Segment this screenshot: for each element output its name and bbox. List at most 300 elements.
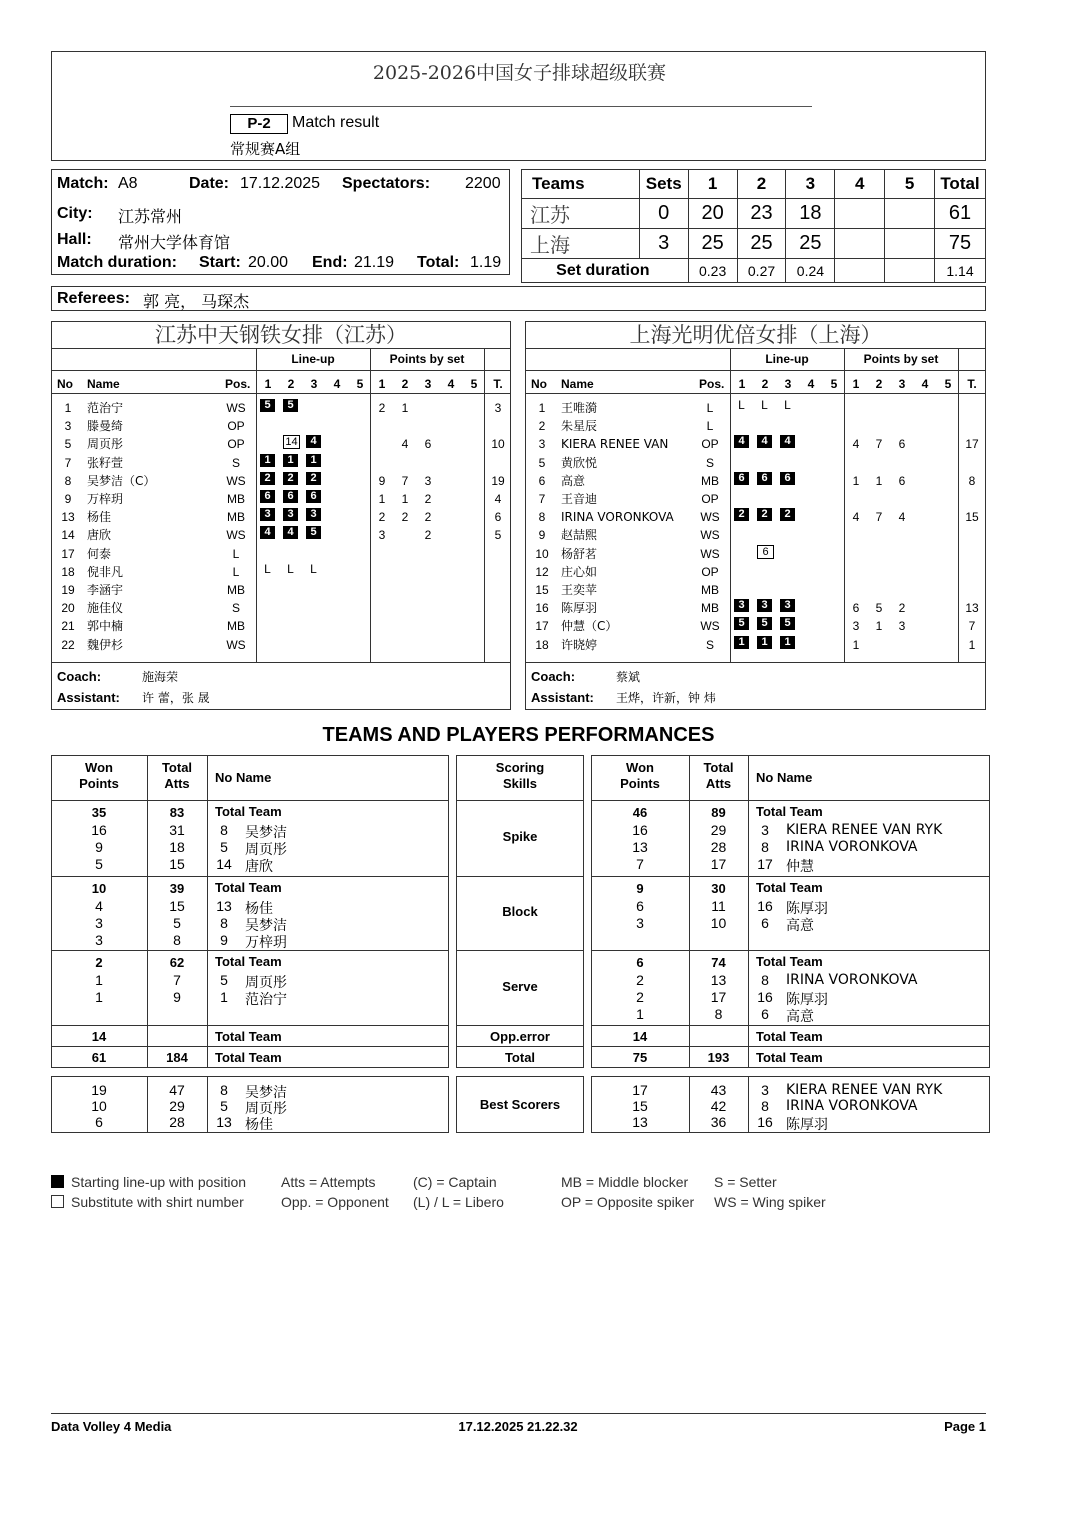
coach-label: Coach: (531, 669, 576, 684)
player-no: 18 (535, 637, 549, 652)
set-points: 3 (378, 528, 386, 543)
assistant-label: Assistant: (531, 690, 594, 705)
lineup-set-col: 3 (784, 377, 792, 391)
player-pos: WS (226, 473, 246, 488)
lineup-set-col: 1 (738, 377, 746, 391)
set-points: 9 (378, 473, 386, 488)
player-won: 6 (636, 898, 644, 914)
player-pos: OP (227, 419, 245, 434)
player-name: 杨佳 (245, 901, 273, 917)
set-points: 6 (898, 473, 906, 488)
col-total: T. (493, 377, 503, 391)
player-no: 16 (757, 989, 773, 1005)
player-no: 1 (220, 989, 228, 1005)
player-pos: OP (701, 492, 719, 506)
set-points: 3 (898, 619, 906, 634)
hall-label: Hall: (57, 231, 92, 248)
player-no: 8 (220, 822, 228, 838)
set-points: 1 (378, 492, 386, 506)
header-total-atts: Total Atts (161, 760, 193, 791)
player-name: IRINA VORONKOVA (786, 839, 918, 855)
lineup-position-badge: L (287, 561, 294, 576)
player-name: 杨舒茗 (561, 546, 598, 561)
score-sets: 3 (639, 229, 688, 259)
total-away-won: 75 (632, 1050, 648, 1065)
lineup-position-badge: 6 (306, 490, 321, 503)
player-row (52, 563, 510, 581)
player-no: 7 (538, 492, 546, 506)
player-row (52, 508, 510, 526)
player-name: 王音迪 (561, 492, 598, 506)
city-label: City: (57, 205, 93, 222)
player-row (526, 454, 985, 472)
total-away-atts: 193 (707, 1050, 730, 1065)
best-atts: 29 (169, 1098, 185, 1114)
set-points: 6 (898, 437, 906, 452)
player-won: 3 (95, 915, 103, 931)
player-name: KIERA RENEE VAN RYK (786, 822, 943, 838)
spectators-label: Spectators: (342, 175, 431, 192)
player-no: 8 (220, 915, 228, 931)
player-name: 范治宁 (87, 401, 124, 415)
points-by-set-header: Points by set (863, 352, 939, 366)
lineup-position-badge: 2 (757, 508, 772, 521)
player-pos: MB (227, 619, 245, 634)
set-points: 2 (424, 528, 432, 543)
set-points: 7 (875, 437, 883, 452)
player-pos: MB (227, 510, 245, 525)
player-no: 6 (761, 915, 769, 931)
player-name: 滕曼绮 (87, 419, 124, 434)
player-row (526, 581, 985, 599)
team-total-atts: 89 (711, 805, 726, 820)
score-header-set1: 1 (688, 170, 737, 199)
player-row (52, 399, 510, 417)
player-pos: S (231, 455, 240, 470)
set-points: 4 (852, 510, 860, 525)
player-name: 万梓玥 (87, 492, 124, 506)
best-name: 吴梦洁 (245, 1085, 287, 1101)
player-name: KIERA RENEE VAN (561, 437, 669, 452)
player-won: 2 (636, 972, 644, 988)
player-no: 13 (61, 510, 75, 525)
player-atts: 5 (173, 915, 181, 931)
player-name: 仲慧（C） (561, 619, 618, 634)
header-no-name: No Name (756, 770, 813, 785)
team-won-points: 2 (95, 955, 103, 970)
player-name: 唐欣 (245, 859, 273, 875)
player-atts: 8 (173, 932, 181, 948)
points-set-col: 5 (470, 377, 478, 391)
player-atts: 7 (173, 972, 181, 988)
total-duration-label: Total: (417, 254, 460, 271)
player-pos: WS (226, 528, 246, 543)
match-info-box (51, 169, 510, 275)
legend-mb: MB = Middle blocker (561, 1174, 689, 1190)
player-no: 15 (535, 583, 549, 597)
total-team-label: Total Team (215, 1029, 282, 1044)
player-row (52, 599, 510, 617)
player-no: 9 (64, 492, 72, 506)
player-won: 7 (636, 856, 644, 872)
player-won: 16 (632, 822, 648, 838)
set-points: 7 (401, 473, 409, 488)
player-pos: WS (226, 637, 246, 652)
set-points: 1 (852, 473, 860, 488)
player-no: 16 (535, 601, 549, 616)
skill-label-block: Block (502, 904, 538, 919)
player-row (52, 617, 510, 635)
legend-captain: (C) = Captain (413, 1174, 497, 1190)
lineup-position-badge: 14 (283, 435, 300, 449)
end-label: End: (312, 254, 348, 271)
assistant-names: 许 蕾，张 晟 (142, 691, 210, 705)
points-set-col: 2 (401, 377, 409, 391)
player-row (526, 399, 985, 417)
lineup-set-col: 2 (761, 377, 769, 391)
player-name: 张籽萱 (87, 455, 124, 470)
player-pos: WS (700, 510, 720, 525)
coach-name: 蔡斌 (616, 670, 641, 684)
best-atts: 42 (710, 1098, 727, 1114)
best-name: 杨佳 (245, 1117, 273, 1133)
player-no: 2 (538, 419, 546, 434)
filled-square-icon (51, 1175, 64, 1188)
lineup-position-badge: 6 (780, 472, 795, 485)
team-total-atts: 39 (169, 881, 185, 896)
best-won: 10 (91, 1098, 107, 1114)
player-no: 17 (535, 619, 549, 634)
player-no: 17 (757, 856, 773, 872)
best-scorers-label: Best Scorers (479, 1097, 561, 1112)
total-home-won: 61 (91, 1050, 107, 1065)
total-team-label: Total Team (215, 880, 282, 895)
player-name: IRINA VORONKOVA (786, 972, 918, 988)
lineup-set-col: 5 (830, 377, 838, 391)
lineup-position-badge: L (761, 398, 768, 412)
best-atts: 28 (169, 1114, 185, 1130)
player-atts: 17 (710, 856, 727, 872)
opp-error-away: 14 (632, 1029, 648, 1044)
footer-divider (51, 1413, 986, 1414)
player-total: 4 (494, 492, 502, 506)
lineup-position-badge: 2 (780, 508, 795, 521)
player-row (52, 454, 510, 472)
player-won: 13 (632, 839, 648, 855)
score-header-teams: Teams (522, 170, 640, 199)
lineup-position-badge: 6 (283, 490, 298, 503)
score-set2: 25 (737, 229, 786, 259)
opp-error-label: Opp.error (490, 1029, 550, 1044)
score-set1: 25 (688, 229, 737, 259)
best-no: 13 (216, 1114, 232, 1130)
best-won: 6 (95, 1114, 103, 1130)
score-set4 (835, 229, 885, 259)
col-no: No (57, 377, 73, 391)
total-home-atts: 184 (166, 1050, 188, 1065)
player-no: 8 (761, 839, 769, 855)
total-duration-value: 1.19 (470, 254, 502, 271)
points-set-col: 1 (852, 377, 860, 391)
score-header-total: Total (934, 170, 985, 199)
performance-title: TEAMS AND PLAYERS PERFORMANCES (322, 724, 715, 746)
score-table (521, 169, 986, 283)
player-total: 17 (965, 437, 979, 452)
date-label: Date: (189, 175, 230, 192)
player-no: 10 (535, 546, 549, 561)
coach-label: Coach: (57, 669, 102, 684)
player-total: 5 (494, 528, 502, 543)
lineup-position-badge: 3 (283, 508, 298, 521)
player-name: 周页彤 (245, 975, 287, 991)
player-row (526, 472, 985, 490)
player-name: 郭中楠 (87, 619, 124, 634)
lineup-position-badge: 1 (734, 636, 749, 649)
total-team-label: Total Team (756, 954, 823, 969)
points-set-col: 1 (378, 377, 386, 391)
assistant-label: Assistant: (57, 690, 120, 705)
lineup-position-badge: 5 (734, 617, 749, 630)
player-no: 3 (761, 822, 769, 838)
col-total: T. (967, 377, 977, 391)
lineup-position-badge: 1 (306, 454, 321, 467)
player-atts: 17 (710, 989, 727, 1005)
legend-op: OP = Opposite spiker (561, 1194, 695, 1210)
player-pos: S (231, 601, 240, 616)
player-won: 3 (636, 915, 644, 931)
player-atts: 18 (169, 839, 185, 855)
col-name: Name (87, 377, 120, 391)
set-duration-1: 0.23 (688, 259, 737, 283)
set-points: 7 (875, 510, 883, 525)
total-team-label: Total Team (215, 954, 282, 969)
player-pos: OP (701, 564, 719, 579)
player-name: 杨佳 (87, 510, 112, 525)
lineup-set-col: 4 (807, 377, 815, 391)
player-won: 9 (95, 839, 103, 855)
assistant-names: 王烨，许新，钟 炜 (616, 691, 716, 705)
player-no: 6 (761, 1006, 769, 1022)
lineup-position-badge: 3 (734, 599, 749, 612)
player-no: 14 (216, 856, 232, 872)
total-team-label: Total Team (756, 804, 823, 819)
player-pos: WS (700, 528, 720, 543)
player-name: 吴梦洁 (245, 825, 287, 841)
set-points: 2 (424, 510, 432, 525)
best-no: 16 (757, 1114, 773, 1130)
set-duration-total: 1.14 (934, 259, 985, 283)
referees-box (51, 286, 986, 311)
lineup-position-badge: 3 (780, 599, 795, 612)
player-name: 吴梦洁 (245, 918, 287, 934)
player-pos: L (706, 401, 714, 415)
team-won-points: 46 (632, 805, 648, 820)
player-pos: S (705, 455, 714, 470)
lineup-header: Line-up (765, 352, 809, 366)
lineup-position-badge: 1 (260, 454, 275, 467)
score-set5 (885, 199, 935, 229)
player-pos: L (232, 564, 240, 579)
match-value: A8 (118, 175, 138, 192)
score-total: 75 (934, 229, 985, 259)
score-header-set2: 2 (737, 170, 786, 199)
player-row (52, 636, 510, 654)
best-name: IRINA VORONKOVA (786, 1098, 918, 1114)
lineup-position-badge: 1 (780, 636, 795, 649)
total-team-label: Total Team (756, 880, 823, 895)
player-name: 陈厚羽 (786, 901, 828, 917)
best-name: 陈厚羽 (786, 1117, 828, 1133)
score-set4 (835, 199, 885, 229)
set-duration-4 (835, 259, 885, 283)
skill-label-spike: Spike (502, 829, 538, 844)
best-no: 8 (761, 1098, 769, 1114)
player-name: 朱星辰 (561, 419, 598, 434)
referees-value: 郭 亮， 马琛杰 (143, 292, 250, 311)
team-won-points: 6 (636, 955, 644, 970)
legend-atts: Atts = Attempts (281, 1174, 376, 1190)
player-name: 许晓婷 (561, 637, 598, 652)
spectators-value: 2200 (465, 175, 501, 192)
player-no: 1 (538, 401, 546, 415)
player-name: 范治宁 (245, 992, 287, 1008)
coach-name: 施海荣 (142, 670, 179, 684)
player-pos: S (705, 637, 714, 652)
player-no: 18 (61, 564, 75, 579)
best-won: 17 (632, 1082, 648, 1098)
footer-page: Page 1 (944, 1419, 986, 1434)
lineup-position-badge: 4 (283, 526, 298, 539)
points-set-col: 5 (944, 377, 952, 391)
score-header-sets: Sets (639, 170, 688, 199)
score-header-set4: 4 (835, 170, 885, 199)
player-no: 8 (64, 473, 72, 488)
player-atts: 31 (169, 822, 185, 838)
player-pos: L (706, 419, 714, 434)
player-no: 9 (538, 528, 546, 543)
player-row (526, 508, 985, 526)
player-name: 王奕苹 (561, 583, 598, 597)
lineup-position-badge: L (784, 398, 791, 412)
player-pos: OP (701, 437, 719, 452)
player-no: 16 (757, 898, 773, 914)
player-total: 19 (491, 473, 505, 488)
set-points: 3 (424, 473, 432, 488)
player-name: 黄欣悦 (561, 455, 598, 470)
lineup-position-badge: 3 (757, 599, 772, 612)
points-set-col: 3 (898, 377, 906, 391)
team-title: 上海光明优倍女排（上海） (629, 323, 882, 347)
lineup-position-badge: 4 (734, 435, 749, 448)
league-title: 2025-2026中国女子排球超级联赛 (372, 62, 667, 84)
lineup-position-badge: 4 (780, 435, 795, 448)
player-total: 15 (965, 510, 979, 525)
score-header-set3: 3 (786, 170, 835, 199)
score-set3: 25 (786, 229, 835, 259)
player-pos: MB (701, 583, 719, 597)
player-name: IRINA VORONKOVA (561, 510, 674, 525)
score-team-name: 上海 (522, 229, 640, 259)
opp-error-home: 14 (91, 1029, 107, 1044)
legend-starting: Starting line-up with position (71, 1174, 247, 1190)
lineup-position-badge: L (738, 398, 745, 412)
lineup-position-badge: 5 (757, 617, 772, 630)
player-name: 王唯漪 (561, 401, 598, 415)
set-points: 6 (852, 601, 860, 616)
player-no: 3 (64, 419, 72, 434)
player-atts: 11 (711, 898, 726, 914)
player-name: 庄心如 (561, 564, 598, 579)
header-won-points: Won Points (620, 760, 660, 791)
player-no: 19 (61, 583, 75, 597)
start-label: Start: (199, 254, 241, 271)
team-total-atts: 74 (711, 955, 726, 970)
set-points: 1 (401, 492, 409, 506)
player-row (526, 617, 985, 635)
player-row (52, 581, 510, 599)
best-atts: 36 (710, 1114, 727, 1130)
player-name: 万梓玥 (245, 935, 287, 951)
player-total: 8 (968, 473, 976, 488)
player-name: 吴梦洁（C） (87, 473, 156, 488)
player-total: 10 (491, 437, 505, 452)
start-value: 20.00 (248, 254, 289, 271)
lineup-position-badge: 2 (283, 472, 298, 485)
player-row (52, 435, 510, 453)
header-total-atts: Total Atts (703, 760, 734, 791)
total-team-label: Total Team (756, 1050, 823, 1065)
lineup-header: Line-up (291, 352, 335, 366)
player-no: 5 (538, 455, 546, 470)
city-value: 江苏常州 (118, 207, 183, 226)
lineup-position-badge: 4 (260, 526, 275, 539)
lineup-position-badge: 4 (306, 435, 321, 448)
player-atts: 15 (169, 856, 185, 872)
lineup-position-badge: 1 (283, 454, 298, 467)
player-name: 何泰 (87, 546, 112, 561)
player-name: 魏伊杉 (87, 637, 124, 652)
player-atts: 29 (710, 822, 727, 838)
col-no: No (531, 377, 547, 391)
score-set1: 20 (688, 199, 737, 229)
set-duration-5 (885, 259, 935, 283)
points-set-col: 4 (921, 377, 929, 391)
team-won-points: 35 (91, 805, 107, 820)
player-name: 赵喆熙 (561, 528, 598, 543)
lineup-position-badge: 5 (780, 617, 795, 630)
lineup-position-badge: L (310, 561, 317, 576)
lineup-position-badge: 5 (306, 526, 321, 539)
player-atts: 10 (710, 915, 727, 931)
lineup-set-col: 5 (356, 377, 364, 391)
player-total: 3 (494, 401, 502, 415)
end-value: 21.19 (354, 254, 395, 271)
lineup-position-badge: 6 (260, 490, 275, 503)
team-total-atts: 62 (169, 955, 185, 970)
best-won: 19 (91, 1082, 107, 1098)
player-no: 22 (61, 637, 75, 652)
player-row (52, 417, 510, 435)
legend-libero: (L) / L = Libero (413, 1194, 504, 1210)
score-header-set5: 5 (885, 170, 935, 199)
player-won: 5 (95, 856, 103, 872)
total-team-label: Total Team (756, 1029, 823, 1044)
total-team-label: Total Team (215, 804, 282, 819)
player-no: 21 (61, 619, 75, 634)
header-scoring-skills: Scoring Skills (495, 760, 545, 791)
lineup-position-badge: 6 (757, 472, 772, 485)
footer-left: Data Volley 4 Media (51, 1419, 172, 1434)
